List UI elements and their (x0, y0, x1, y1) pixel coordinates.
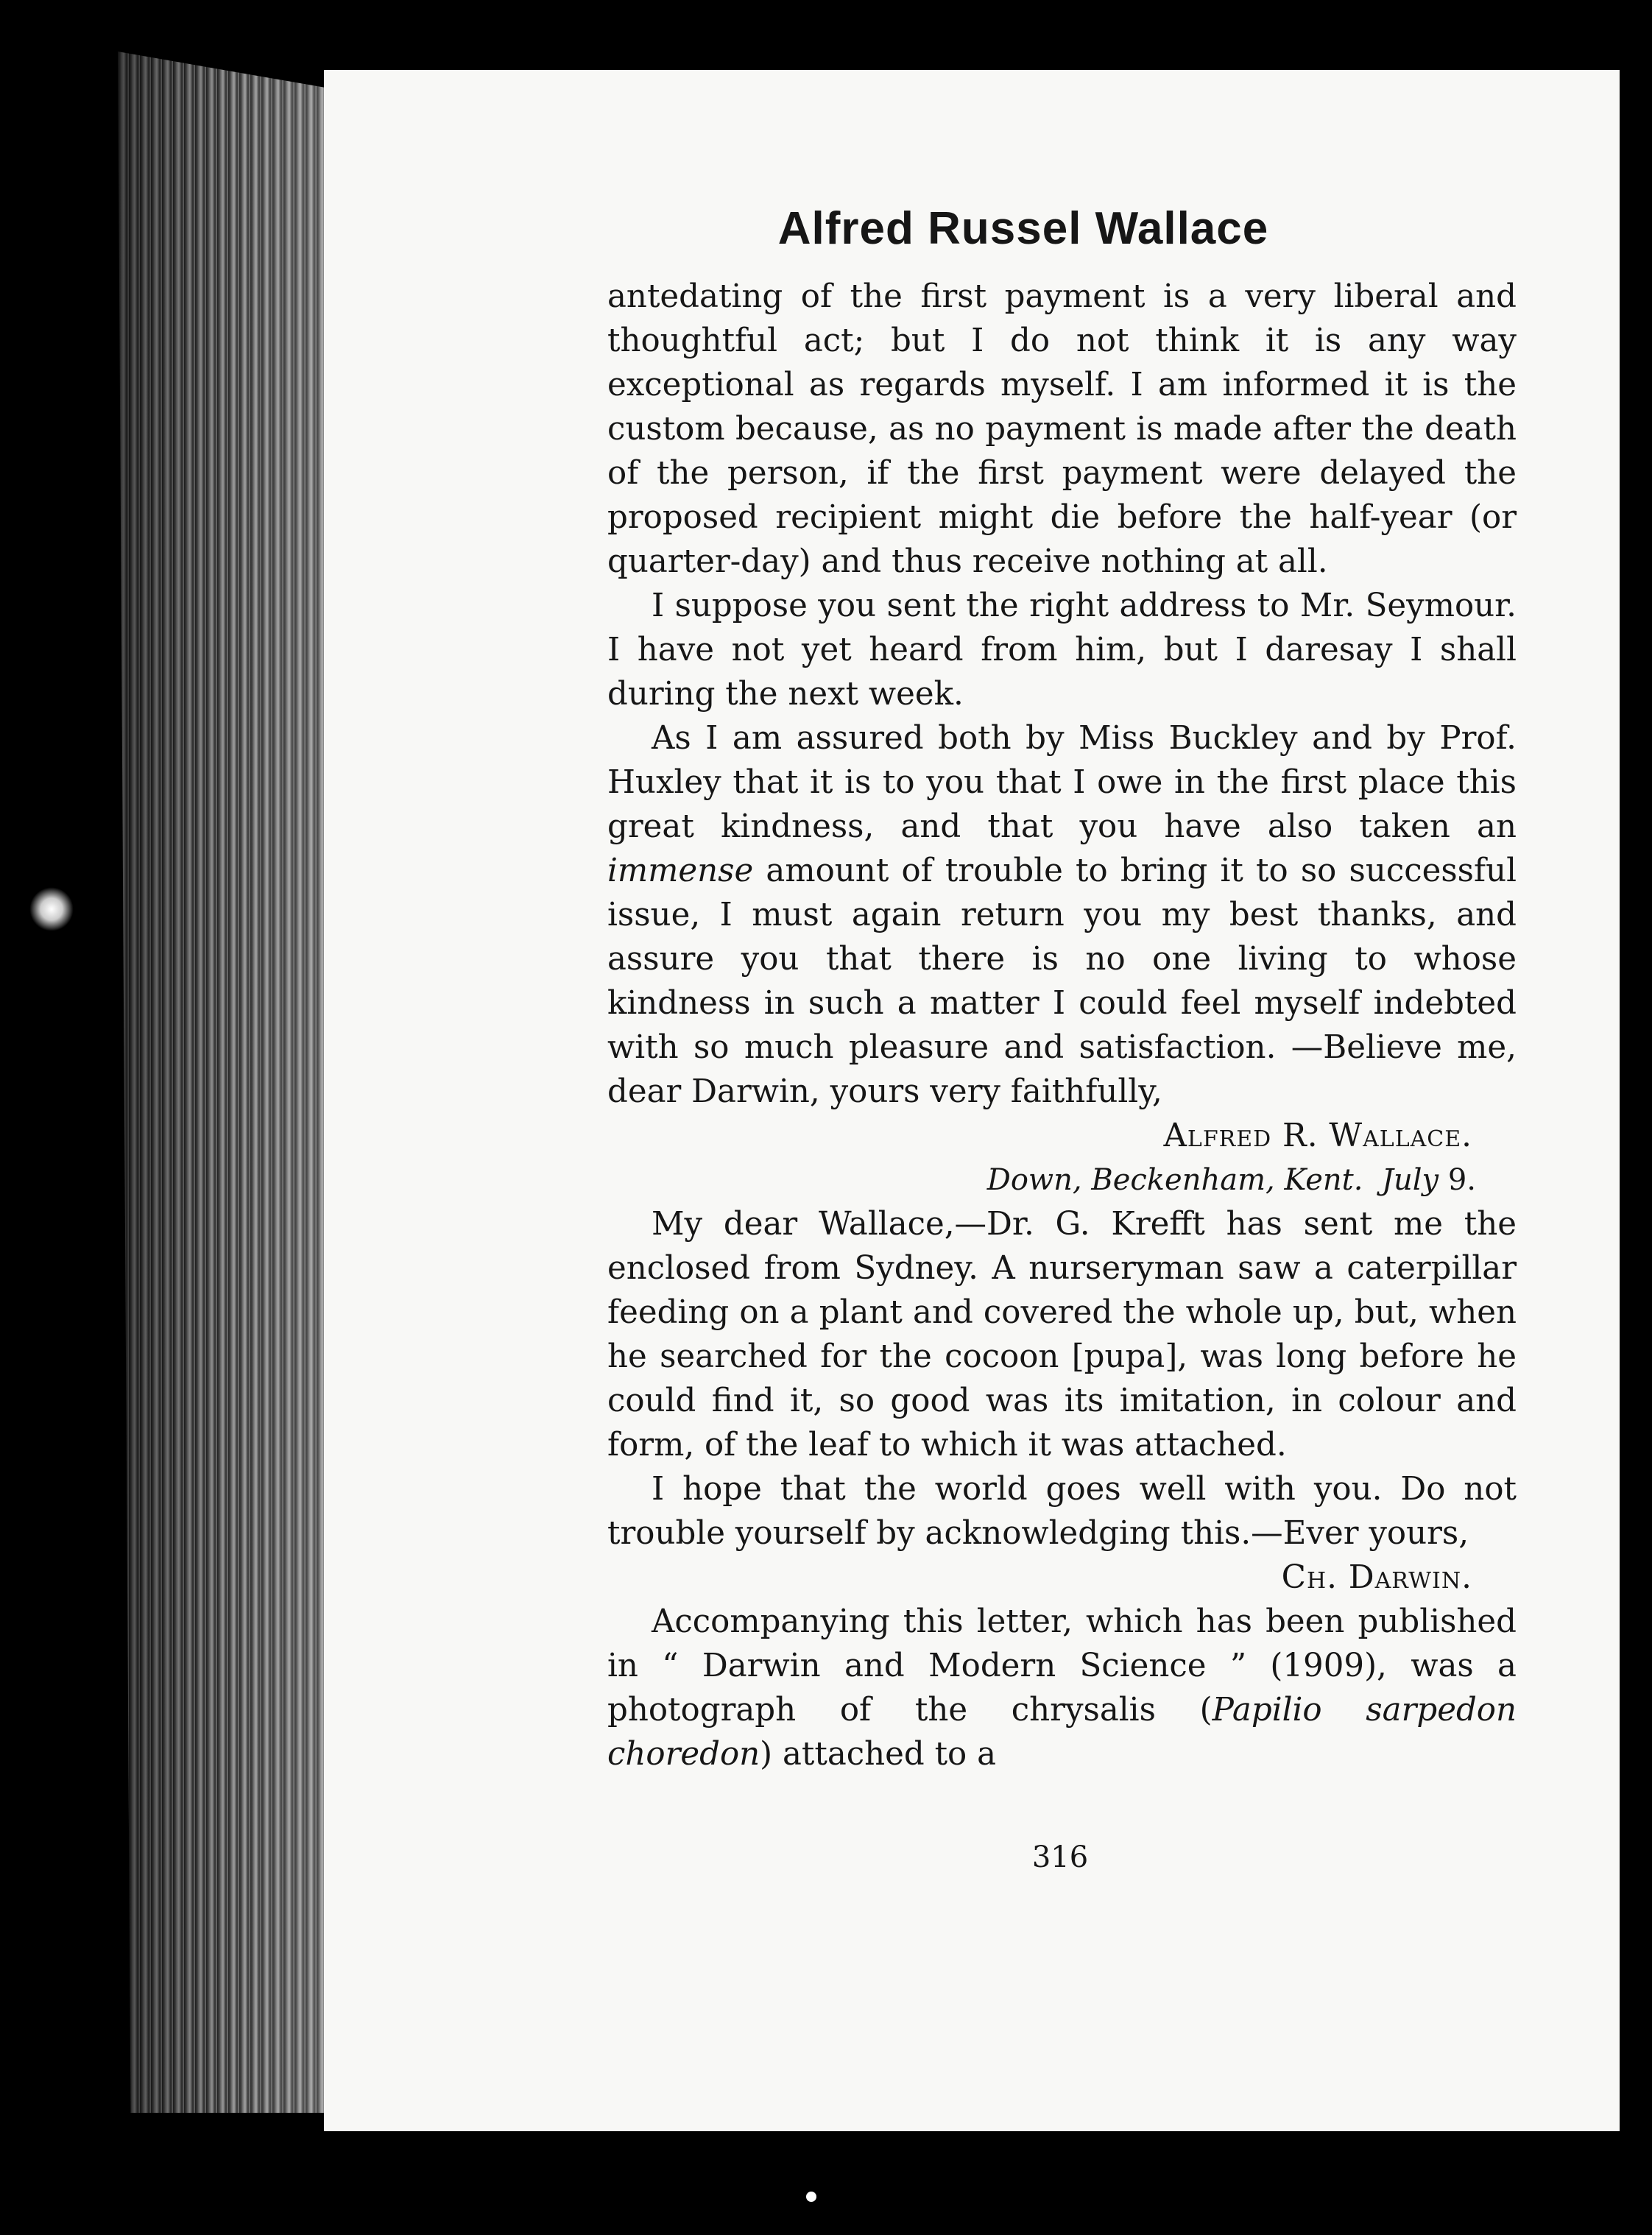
dateline-day: 9. (1447, 1163, 1476, 1197)
paragraph-3-part-a: As I am assured both by Miss Buckley and by Prof. Huxley that it is to you that I owe in the first place this great kindness, and that you have also taken an (607, 720, 1517, 845)
page-number: 316 (1031, 1840, 1089, 1874)
dateline-month: July (1381, 1163, 1439, 1197)
paragraph-3 (607, 716, 1517, 1114)
dust-speck (806, 2192, 816, 2202)
paragraph-6-part-a: Accompanying this letter, which has been published in “ Darwin and Modern Science ” (1909), was a photograph of the chrysalis ( (607, 1603, 1517, 1729)
body-text (607, 275, 1517, 1776)
signature-darwin: Ch. Darwin. (1281, 1559, 1472, 1596)
emphasis-immense: immense (607, 852, 754, 889)
paragraph-6-part-b: ) attached to a (760, 1736, 997, 1773)
paragraph-4: My dear Wallace,—Dr. G. Krefft has sent me the enclosed from Sydney. A nurseryman saw a caterpillar feeding on a plant and covered the whole up, but, when he searched for the cocoon [pupa], was long before he could find it, so good was its imitation, in colour and form, of the leaf to which it was attached. (607, 1206, 1517, 1463)
paragraph-3-part-b: amount of trouble to bring it to so successful issue, I must again return you my best thanks, and assure you that there is no one living to whose kindness in such a matter I could feel myself indebted with so much pleasure and satisfaction. —Believe me, dear Darwin, yours very faithfully, (607, 852, 1517, 1110)
book-page-edges (118, 52, 331, 2113)
running-head: Alfred Russel Wallace (777, 203, 1269, 254)
paragraph-2: I suppose you sent the right address to Mr. Seymour. I have not yet heard from him, but I daresay I shall during the next week. (607, 587, 1517, 713)
light-glare (29, 887, 74, 931)
book-page (324, 70, 1620, 2131)
paragraph-1: antedating of the first payment is a very liberal and thoughtful act; but I do not think it is any way exceptional as regards myself. I am informed it is the custom because, as no payment is made after the death of the person, if the first payment were delayed the proposed recipient might die before the half-year (or quarter-day) and thus receive nothing at all. (607, 278, 1517, 580)
signature-wallace: Alfred R. Wallace. (1163, 1118, 1472, 1154)
paragraph-6 (607, 1600, 1517, 1776)
dateline-place: Down, Beckenham, Kent. (986, 1163, 1363, 1197)
dateline (607, 1158, 1517, 1202)
species-name: Papilio sarpedon choredon (607, 1692, 1517, 1773)
paragraph-5: I hope that the world goes well with you. Do not trouble yourself by acknowledging this.—Ever yours, (607, 1471, 1517, 1552)
